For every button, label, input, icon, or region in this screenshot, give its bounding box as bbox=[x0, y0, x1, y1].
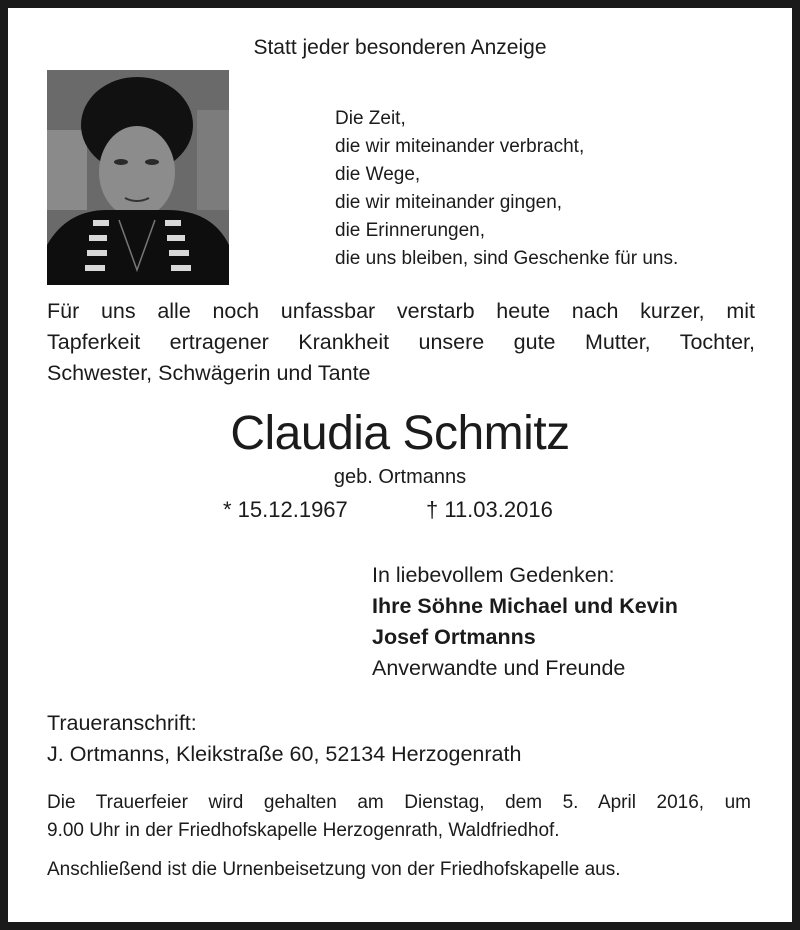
deceased-name: Claudia Schmitz bbox=[230, 407, 570, 460]
notice-header: Statt jeder besonderen Anzeige bbox=[253, 36, 547, 59]
poem-line: die wir miteinander gingen, bbox=[335, 192, 563, 213]
portrait-image bbox=[47, 70, 229, 285]
maiden-name: geb. Ortmanns bbox=[333, 466, 467, 488]
poem-line: Die Zeit, bbox=[335, 108, 406, 129]
mourning-address: J. Ortmanns, Kleikstraße 60, 52134 Herzogenrath bbox=[47, 742, 522, 766]
portrait-photo bbox=[47, 70, 229, 285]
intro-line: Schwester, Schwägerin und Tante bbox=[47, 361, 371, 385]
mourners-others: Anverwandte und Freunde bbox=[372, 656, 626, 680]
service-line: 9.00 Uhr in der Friedhofskapelle Herzogenrath, Waldfriedhof. bbox=[47, 820, 560, 841]
intro-line: Für uns alle noch unfassbar verstarb heute nach kurzer, mit bbox=[47, 299, 755, 323]
poem-line: die wir miteinander verbracht, bbox=[335, 136, 585, 157]
burial-info: Anschließend ist die Urnenbeisetzung von der Friedhofskapelle aus. bbox=[47, 859, 621, 880]
obituary-notice bbox=[8, 8, 792, 922]
service-info bbox=[47, 789, 751, 845]
poem-line: die uns bleiben, sind Geschenke für uns. bbox=[335, 248, 679, 269]
intro-line: Tapferkeit ertragener Krankheit unsere gute Mutter, Tochter, bbox=[47, 330, 755, 354]
mourners-husband: Josef Ortmanns bbox=[372, 625, 536, 649]
mourners-sons: Ihre Söhne Michael und Kevin bbox=[372, 594, 678, 618]
address-label: Traueranschrift: bbox=[47, 711, 197, 735]
intro-text bbox=[47, 296, 755, 389]
memory-lead: In liebevollem Gedenken: bbox=[372, 563, 615, 587]
poem-line: die Wege, bbox=[335, 164, 421, 185]
poem bbox=[335, 105, 678, 273]
birth-date: * 15.12.1967 bbox=[223, 497, 348, 522]
death-date: † 11.03.2016 bbox=[426, 497, 553, 522]
poem-line: die Erinnerungen, bbox=[335, 220, 485, 241]
service-line: Die Trauerfeier wird gehalten am Dienstag, dem 5. April 2016, um bbox=[47, 792, 751, 813]
mourners-block bbox=[372, 560, 678, 684]
